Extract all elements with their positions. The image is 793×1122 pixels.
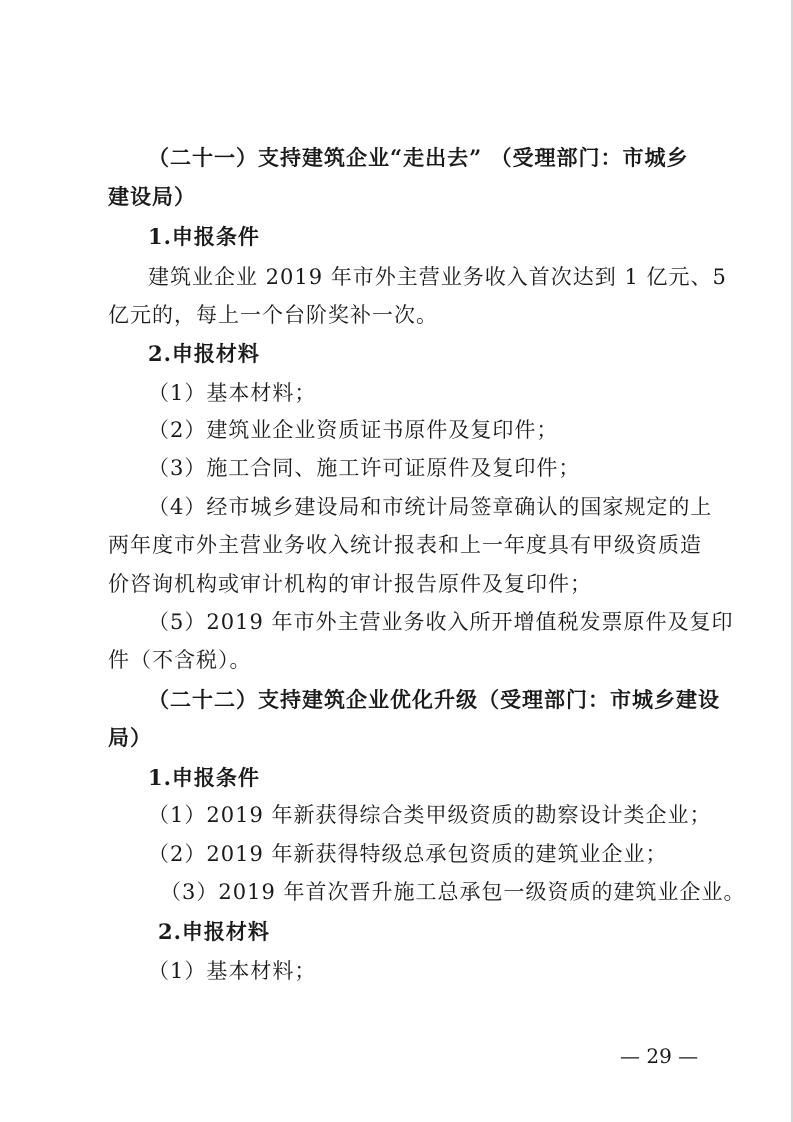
page-number: — 29 — xyxy=(620,1044,699,1068)
section-21-material-4-line3: 价咨询机构或审计机构的审计报告原件及复印件； xyxy=(108,572,592,596)
section-21-material-4-line2: 两年度市外主营业务收入统计报表和上一年度具有甲级资质造 xyxy=(108,533,702,557)
section-22-condition-3: （3）2019 年首次晋升施工总承包一级资质的建筑业企业。 xyxy=(160,880,746,904)
section-22-sub1-title: 1.申报条件 xyxy=(148,765,260,790)
section-21-heading-line2: 建设局） xyxy=(108,184,196,209)
section-21-sub1-title: 1.申报条件 xyxy=(148,224,260,249)
section-22-material-1: （1）基本材料； xyxy=(148,959,317,983)
section-21-material-1: （1）基本材料； xyxy=(148,381,317,405)
section-22-heading-line1: （二十二）支持建筑企业优化升级（受理部门：市城乡建设 xyxy=(148,687,720,712)
section-21-material-5-line1: （5）2019 年市外主营业务收入所开增值税发票原件及复印 xyxy=(148,610,734,634)
section-21-material-3: （3）施工合同、施工许可证原件及复印件； xyxy=(148,456,581,480)
section-21-condition-line2: 亿元的，每上一个台阶奖补一次。 xyxy=(108,303,438,327)
section-22-condition-1: （1）2019 年新获得综合类甲级资质的勘察设计类企业； xyxy=(148,803,712,827)
section-21-heading-line1: （二十一）支持建筑企业“走出去” （受理部门：市城乡 xyxy=(148,145,689,170)
section-22-condition-2: （2）2019 年新获得特级总承包资质的建筑业企业； xyxy=(148,842,668,866)
section-21-material-5-line2: 件（不含税）。 xyxy=(108,648,252,672)
section-21-material-4-line1: （4）经市城乡建设局和市统计局签章确认的国家规定的上 xyxy=(148,495,713,519)
section-21-condition-line1: 建筑业企业 2019 年市外主营业务收入首次达到 1 亿元、5 xyxy=(148,265,727,289)
section-22-heading-line2: 局） xyxy=(108,725,152,750)
section-21-sub2-title: 2.申报材料 xyxy=(148,341,260,366)
section-21-material-2: （2）建筑业企业资质证书原件及复印件； xyxy=(148,418,559,442)
section-22-sub2-title: 2.申报材料 xyxy=(158,919,270,944)
